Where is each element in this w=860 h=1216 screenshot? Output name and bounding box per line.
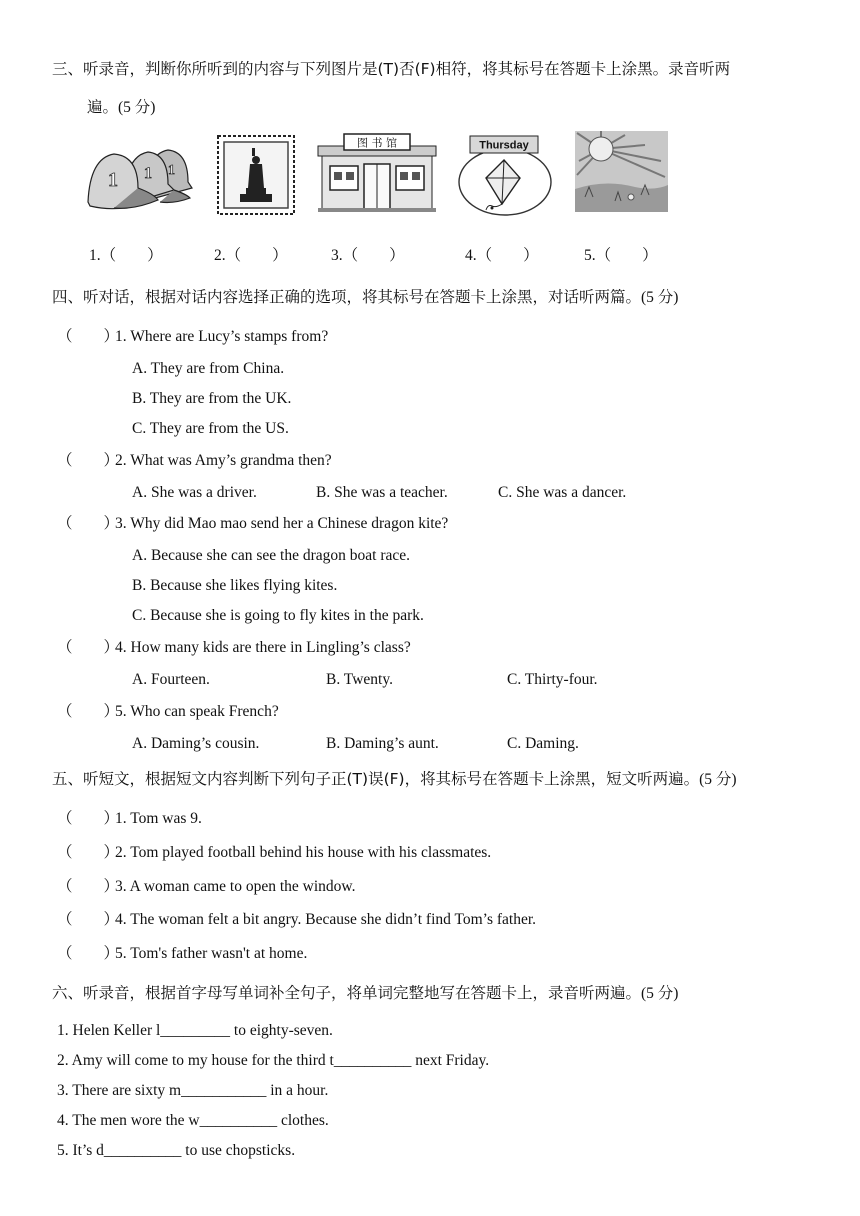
option: C. Thirty-four. — [507, 671, 598, 688]
question-row — [57, 451, 332, 471]
fill-blank-item: 2. Amy will come to my house for the third t__________ next Friday. — [57, 1052, 490, 1069]
caps-icon — [84, 136, 196, 218]
section3-heading-continued: 遍。(5 分) — [87, 99, 156, 116]
svg-text:1: 1 — [108, 169, 118, 191]
answer-paren: （ ） — [57, 452, 120, 469]
fill-blank-item: 5. It’s d__________ to use chopsticks. — [57, 1142, 296, 1159]
fill-blank-item: 3. There are sixty m___________ in a hour. — [57, 1082, 329, 1099]
section5-heading: 五、听短文，根据短文内容判断下列句子正(T)误(F)，将其标号在答题卡上涂黑，短文听两遍。(5 分) — [52, 770, 737, 788]
option: A. Because she can see the dragon boat race. — [132, 547, 411, 564]
fill-blank-item: 4. The men wore the w__________ clothes. — [57, 1112, 329, 1129]
answer-paren: （ ） — [57, 703, 120, 720]
answer-paren: （ ） — [57, 328, 120, 345]
option: C. Daming. — [507, 735, 579, 752]
statue-of-liberty-stamp-icon — [216, 134, 296, 216]
kite-label: Thursday — [479, 139, 529, 152]
option: A. Daming’s cousin. — [132, 735, 260, 752]
statement-row: （ ）2. Tom played football behind his house with his classmates. — [57, 844, 492, 861]
answer-paren: （ ） — [57, 878, 120, 895]
svg-text:1: 1 — [168, 163, 175, 178]
option: B. She was a teacher. — [316, 484, 448, 501]
section6-heading: 六、听录音，根据首字母写单词补全句子，将单词完整地写在答题卡上，录音听两遍。(5 分) — [52, 984, 679, 1002]
answer-paren: （ ） — [57, 515, 120, 532]
statement-row: （ ）5. Tom's father wasn't at home. — [57, 945, 308, 962]
question-text: 3. Why did Mao mao send her a Chinese dragon kite? — [115, 515, 449, 532]
library-building-icon — [316, 132, 438, 214]
answer-paren: （ ） — [57, 639, 120, 656]
option: A. Fourteen. — [132, 671, 210, 688]
option: B. Twenty. — [326, 671, 393, 688]
answer-1: 1.（ ） — [89, 247, 163, 264]
answer-2: 2.（ ） — [214, 247, 288, 264]
section3-heading: 三、听录音，判断你所听到的内容与下列图片是(T)否(F)相符，将其标号在答题卡上涂黑。录音听两 — [52, 60, 731, 78]
option: B. They are from the UK. — [132, 390, 292, 407]
answer-paren: （ ） — [57, 945, 120, 962]
question-row — [57, 514, 448, 534]
answer-4: 4.（ ） — [465, 247, 539, 264]
statement-row: （ ）3. A woman came to open the window. — [57, 878, 356, 895]
option: C. They are from the US. — [132, 420, 289, 437]
question-row — [57, 702, 279, 722]
fill-blank-item: 1. Helen Keller l_________ to eighty-seven. — [57, 1022, 333, 1039]
option: C. She was a dancer. — [498, 484, 627, 501]
answer-paren: （ ） — [57, 911, 120, 928]
svg-text:1: 1 — [144, 165, 152, 182]
kite-thursday-icon — [456, 132, 554, 218]
question-text: 1. Where are Lucy’s stamps from? — [115, 328, 329, 345]
option: B. Daming’s aunt. — [326, 735, 439, 752]
sunny-field-icon — [575, 131, 668, 212]
option: C. Because she is going to fly kites in the park. — [132, 607, 424, 624]
question-text: 2. What was Amy’s grandma then? — [115, 452, 332, 469]
statement-row: （ ）1. Tom was 9. — [57, 810, 202, 827]
option: B. Because she likes flying kites. — [132, 577, 338, 594]
question-row — [57, 638, 411, 658]
answer-paren: （ ） — [57, 810, 120, 827]
section4-heading: 四、听对话，根据对话内容选择正确的选项，将其标号在答题卡上涂黑，对话听两篇。(5 分) — [52, 288, 679, 306]
option: A. She was a driver. — [132, 484, 257, 501]
library-sign: 图 书 馆 — [357, 136, 397, 150]
question-row — [57, 327, 328, 347]
question-text: 5. Who can speak French? — [115, 703, 279, 720]
answer-5: 5.（ ） — [584, 247, 658, 264]
statement-row: （ ）4. The woman felt a bit angry. Because she didn’t find Tom’s father. — [57, 911, 537, 928]
answer-paren: （ ） — [57, 844, 120, 861]
answer-3: 3.（ ） — [331, 247, 405, 264]
question-text: 4. How many kids are there in Lingling’s class? — [115, 639, 411, 656]
option: A. They are from China. — [132, 360, 285, 377]
